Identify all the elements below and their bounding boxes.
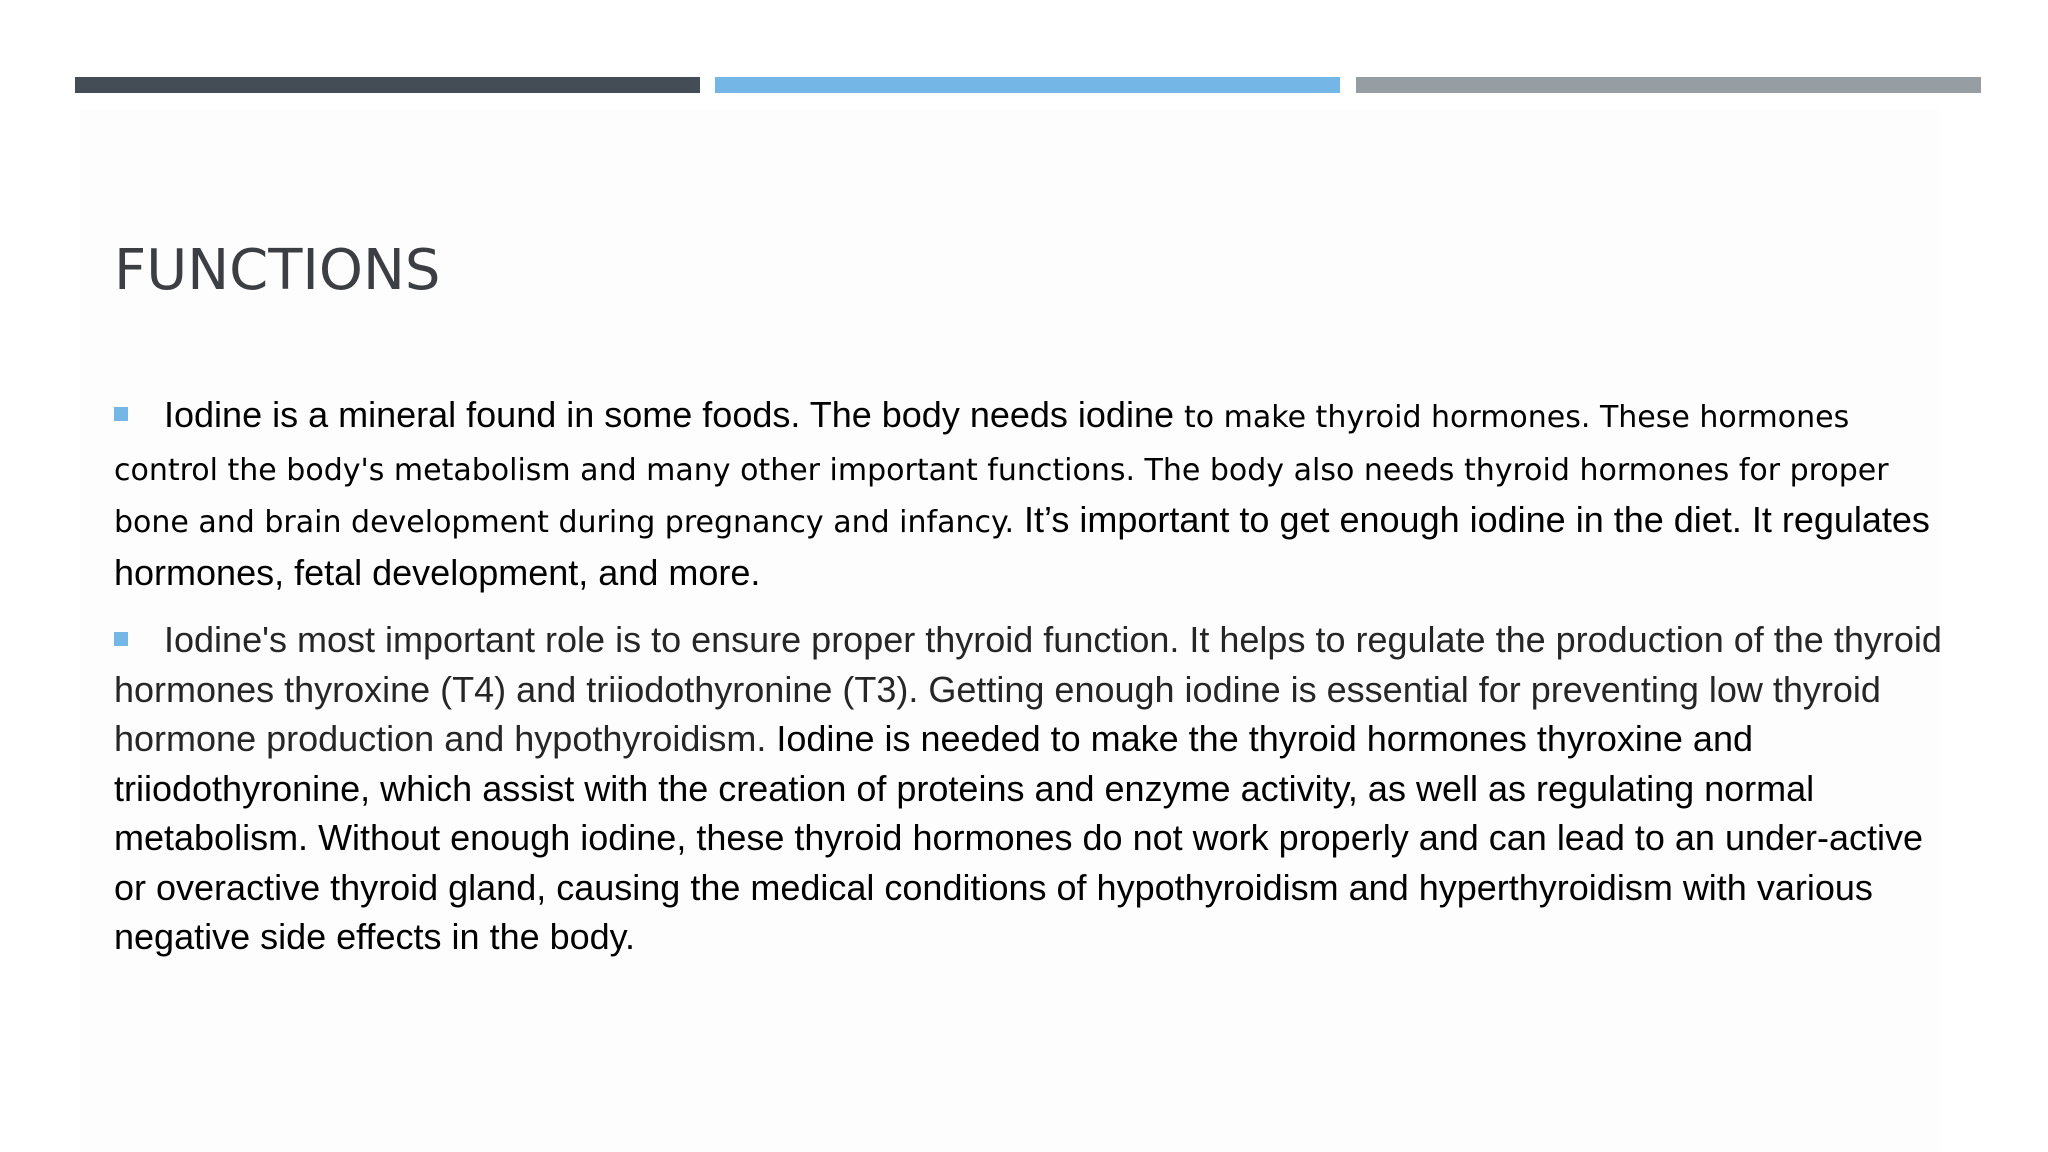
accent-bar-gray xyxy=(1356,77,1981,93)
bullet-2-text-b: Iodine is needed to make the thyroid hormones thyroxine and triiodothyronine, which assist with the creation of proteins and enzyme activity, as well as regulating normal metabolism. Without enough iodine, these thyroid hormones do not work properly and can lead to an under-active or overactive thyroid gland, causing the medical conditions of hypothyroidism and hyperthyroidism with various negative side effects in the body. xyxy=(114,718,1924,957)
square-bullet-icon xyxy=(114,632,128,646)
slide-title: FUNCTIONS xyxy=(114,238,441,303)
bullet-1-text-b: to make thyroid hormones. These hormones control the body's metabolism and many other important functions. The body also needs thyroid hormones for proper bone and brain development during pregnancy and infancy. xyxy=(114,400,1889,540)
bullet-1-text-a: Iodine is a mineral found in some foods. The body needs iodine xyxy=(164,394,1184,435)
bullet-item-1 xyxy=(114,390,1954,597)
bullet-item-2 xyxy=(114,615,1954,962)
bullet-2-text-a: Iodine's most important role is to ensure proper thyroid function. It helps to regulate the production of the thyroid hormones thyroxine (T4) and triiodothyronine (T3). Getting enough iodine is essential for preventing low thyroid hormone production and hypothyroidism. xyxy=(114,619,1942,759)
square-bullet-icon xyxy=(114,407,128,421)
accent-bar-dark xyxy=(75,77,700,93)
bullet-1-text-c: It’s important to get enough iodine in the diet. It regulates hormones, fetal development, and more. xyxy=(114,499,1930,593)
accent-bar-blue xyxy=(715,77,1340,93)
bullet-list xyxy=(114,390,1954,980)
